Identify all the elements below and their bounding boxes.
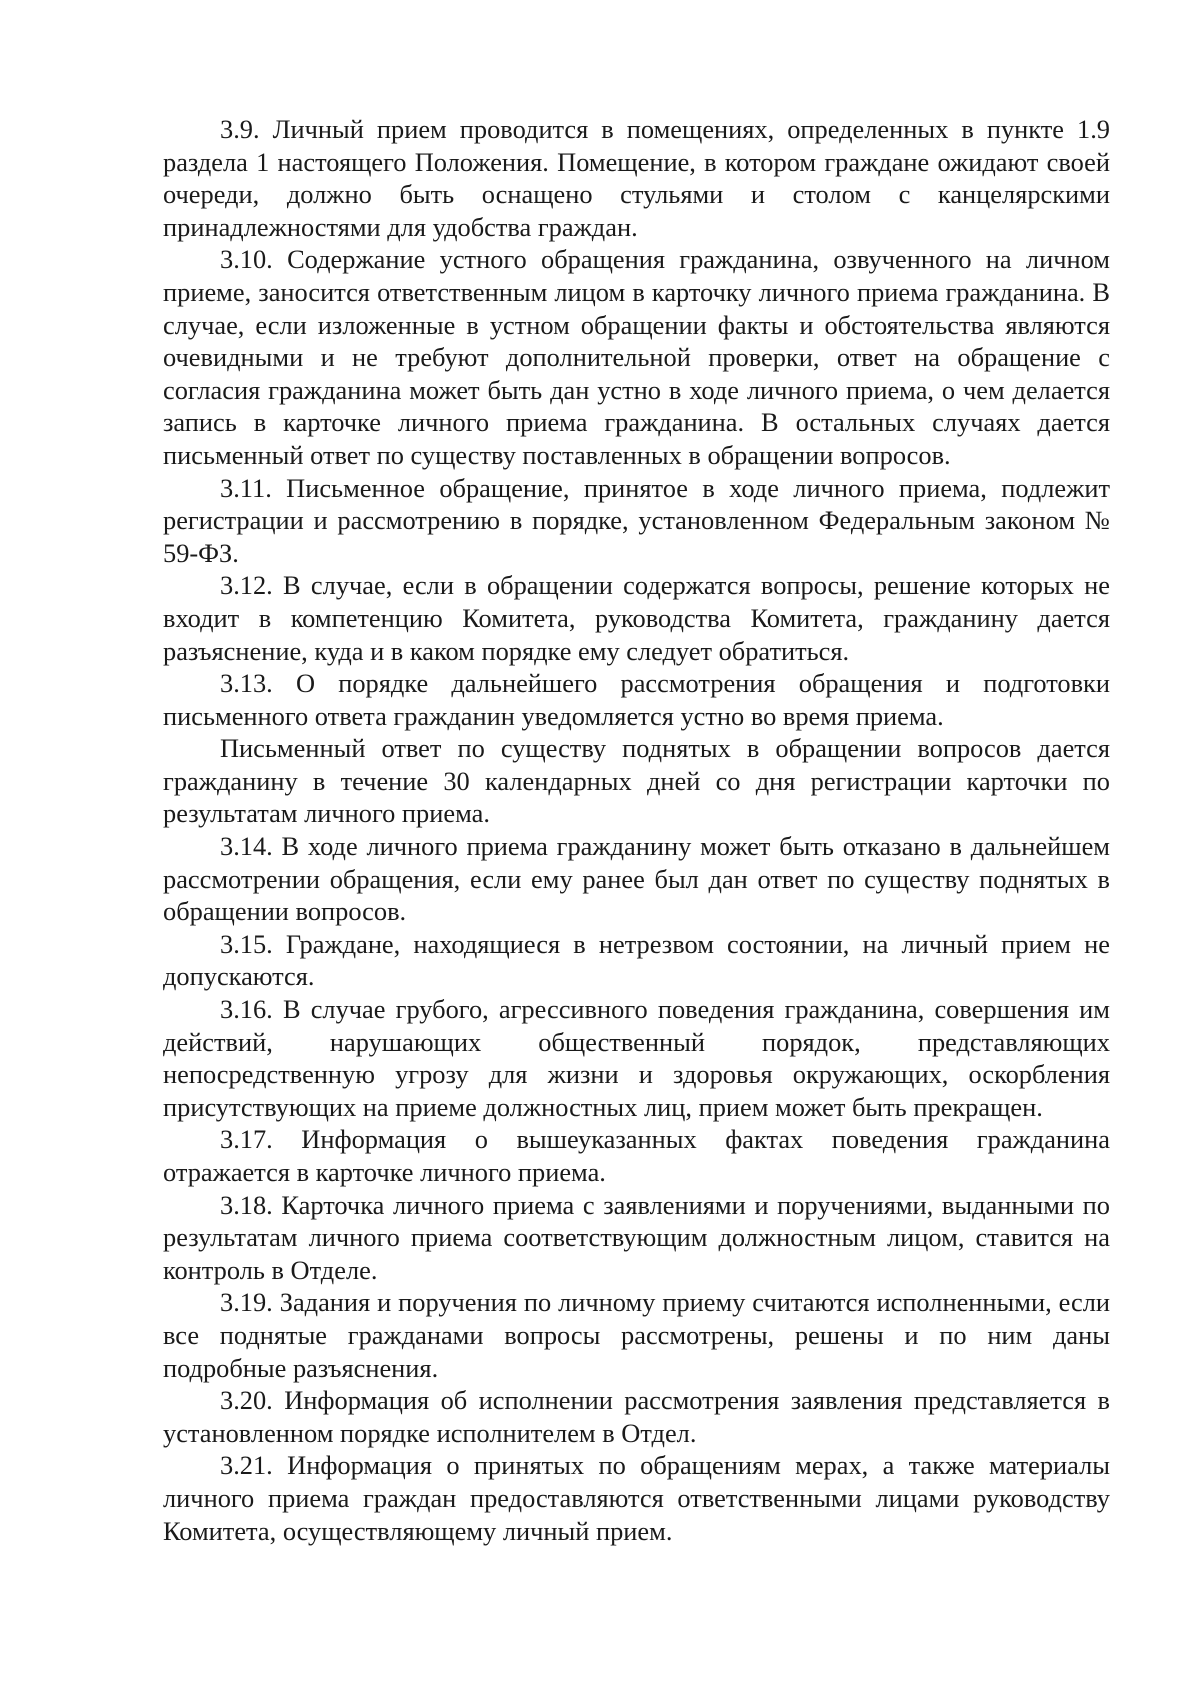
paragraph-3-16: 3.16. В случае грубого, агрессивного поведения гражданина, совершения им действий, нарушающих общественный порядок, представляющих непосредственную угрозу для жизни и здоровья окружающих, оскорбления присутствующих на приеме должностных лиц, прием может быть прекращен. bbox=[163, 994, 1110, 1122]
paragraph-3-13-continued: Письменный ответ по существу поднятых в обращении вопросов дается гражданину в течение 30 календарных дней со дня регистрации карточки по результатам личного приема. bbox=[163, 733, 1110, 829]
paragraph-3-20: 3.20. Информация об исполнении рассмотрения заявления представляется в установленном порядке исполнителем в Отдел. bbox=[163, 1385, 1110, 1448]
paragraph-3-21: 3.21. Информация о принятых по обращениям мерах, а также материалы личного приема граждан предоставляются ответственными лицами руководству Комитета, осуществляющему личный прием. bbox=[163, 1450, 1110, 1546]
paragraph-3-9: 3.9. Личный прием проводится в помещениях, определенных в пункте 1.9 раздела 1 настоящего Положения. Помещение, в котором граждане ожидают своей очереди, должно быть оснащено стульями и столом с канцелярскими принадлежностями для удобства граждан. bbox=[163, 114, 1110, 242]
document-body bbox=[163, 113, 1110, 1547]
paragraph-3-17: 3.17. Информация о вышеуказанных фактах поведения гражданина отражается в карточке личного приема. bbox=[163, 1124, 1110, 1187]
paragraph-3-13: 3.13. О порядке дальнейшего рассмотрения обращения и подготовки письменного ответа гражданин уведомляется устно во время приема. bbox=[163, 668, 1110, 731]
paragraph-3-18: 3.18. Карточка личного приема с заявлениями и поручениями, выданными по результатам личного приема соответствующим должностным лицом, ставится на контроль в Отделе. bbox=[163, 1189, 1110, 1285]
paragraph-3-14: 3.14. В ходе личного приема гражданину может быть отказано в дальнейшем рассмотрении обращения, если ему ранее был дан ответ по существу поднятых в обращении вопросов. bbox=[163, 831, 1110, 927]
paragraph-3-19: 3.19. Задания и поручения по личному приему считаются исполненными, если все поднятые гражданами вопросы рассмотрены, решены и по ним даны подробные разъяснения. bbox=[163, 1287, 1110, 1383]
paragraph-3-15: 3.15. Граждане, находящиеся в нетрезвом состоянии, на личный прием не допускаются. bbox=[163, 928, 1110, 992]
paragraph-3-12: 3.12. В случае, если в обращении содержатся вопросы, решение которых не входит в компетенцию Комитета, руководства Комитета, гражданину дается разъяснение, куда и в каком порядке ему следует обратиться. bbox=[163, 570, 1110, 666]
paragraph-3-11: 3.11. Письменное обращение, принятое в ходе личного приема, подлежит регистрации и рассмотрению в порядке, установленном Федеральным законом № 59-ФЗ. bbox=[163, 472, 1110, 568]
paragraph-3-10: 3.10. Содержание устного обращения гражданина, озвученного на личном приеме, заносится ответственным лицом в карточку личного приема гражданина. В случае, если изложенные в устном обращении факты и обстоятельства являются очевидными и не требуют дополнительной проверки, ответ на обращение с согласия гражданина может быть дан устно в ходе личного приема, о чем делается запись в карточке личного приема гражданина. В остальных случаях дается письменный ответ по существу поставленных в обращении вопросов. bbox=[163, 244, 1110, 470]
